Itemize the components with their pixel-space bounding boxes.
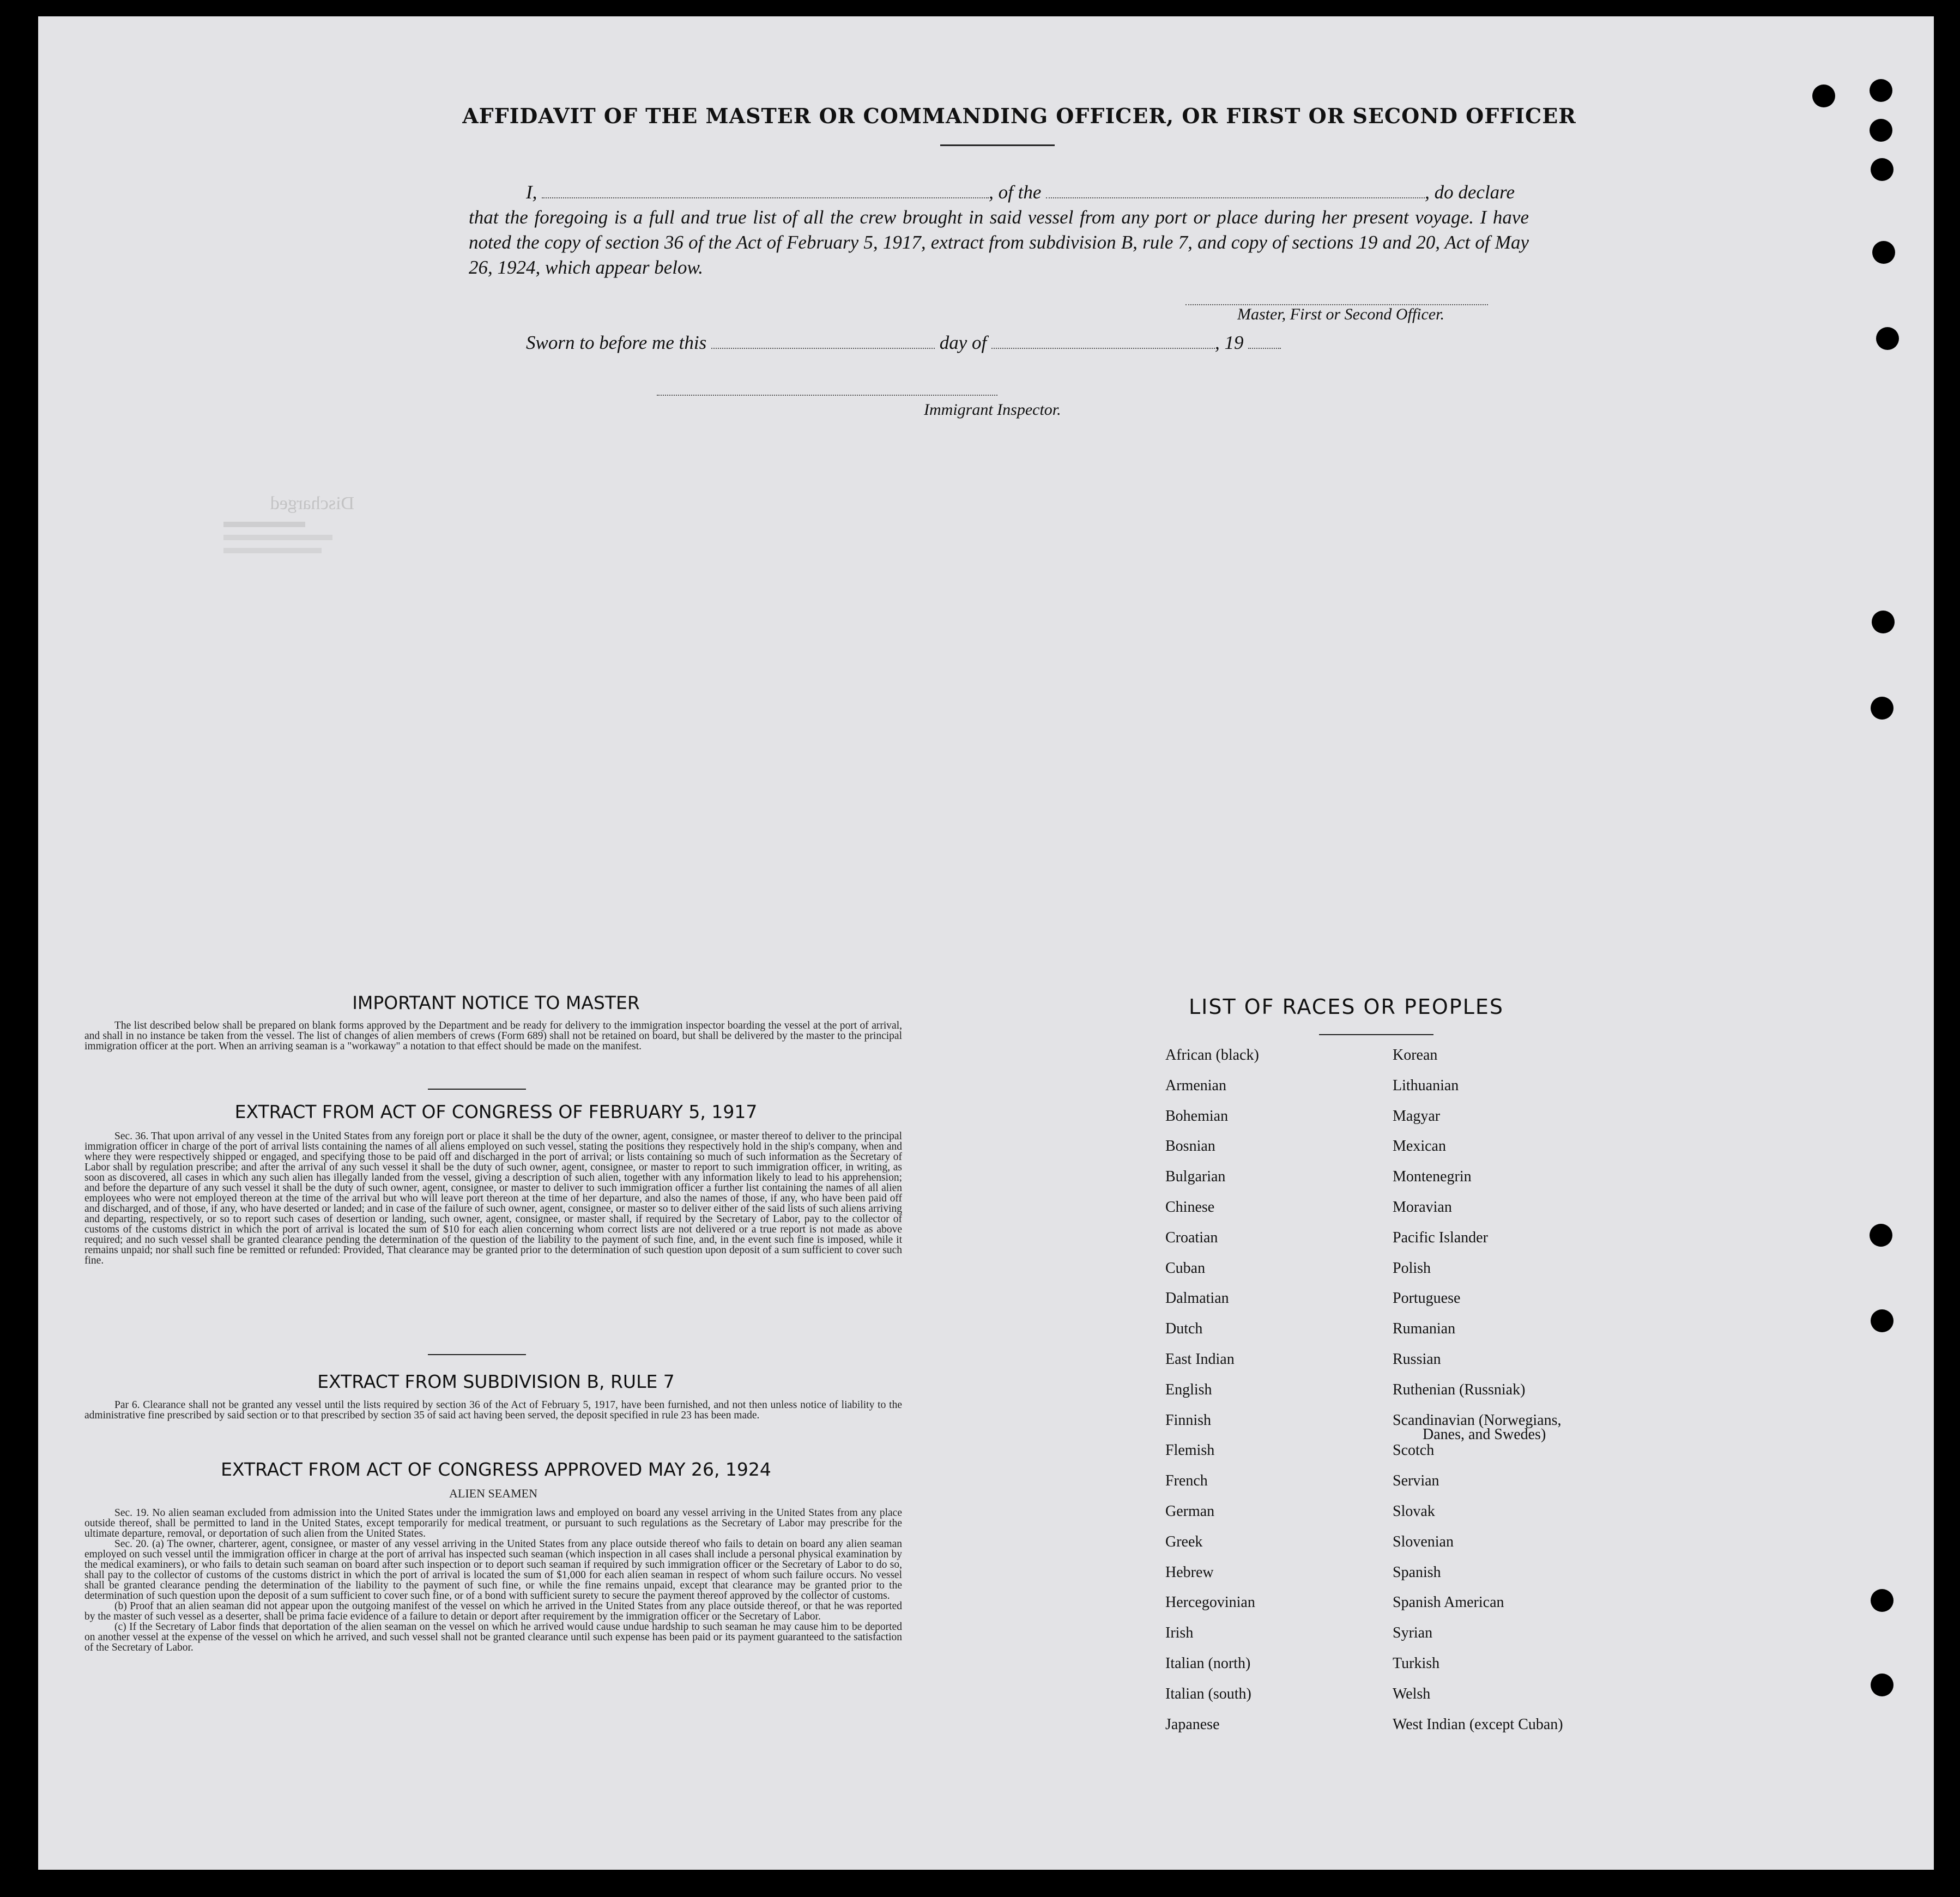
sworn-day-field[interactable] <box>711 334 935 349</box>
race-item: Syrian <box>1393 1624 1433 1642</box>
title-underline <box>940 144 1055 146</box>
affidavit-title: AFFIDAVIT OF THE MASTER OR COMMANDING OFFICER, OR FIRST OR SECOND OFFICER <box>462 104 1576 128</box>
binder-hole <box>1876 327 1899 350</box>
race-item: Korean <box>1393 1047 1438 1064</box>
race-item: Chinese <box>1165 1198 1215 1216</box>
binder-hole <box>1871 158 1894 181</box>
races-title-underline <box>1319 1034 1433 1035</box>
race-item: Montenegrin <box>1393 1168 1472 1186</box>
binder-hole <box>1871 697 1894 720</box>
race-item: Moravian <box>1393 1198 1452 1216</box>
race-item: Slovenian <box>1393 1533 1454 1550</box>
binder-hole <box>1870 79 1892 102</box>
vessel-field[interactable] <box>1046 183 1425 198</box>
races-column-1 <box>1165 1047 1259 1746</box>
race-item: Japanese <box>1165 1715 1220 1733</box>
binder-hole <box>1871 1674 1894 1696</box>
extract-rule7-text: Par 6. Clearance shall not be granted any vessel until the lists required by section 36 of the Act of February 5, 1917, have been furnished, and not then unless notice of liability to the administrative fine prescribed by said section or to that prescribed by section 35 of said act having been served, the deposit specified in rule 23 has been made. <box>84 1399 902 1421</box>
binder-hole <box>1812 84 1835 107</box>
race-item: Italian (north) <box>1165 1654 1251 1672</box>
race-item: East Indian <box>1165 1350 1235 1368</box>
race-item: Dutch <box>1165 1320 1203 1338</box>
race-item: Spanish American <box>1393 1594 1504 1611</box>
race-item: Lithuanian <box>1393 1077 1459 1094</box>
extract-1917-title: EXTRACT FROM ACT OF CONGRESS OF FEBRUARY 5, 1917 <box>234 1101 758 1122</box>
binder-hole <box>1870 1224 1892 1247</box>
race-item: Hebrew <box>1165 1563 1214 1581</box>
master-label: Master, First or Second Officer. <box>1237 305 1444 323</box>
notice-title: IMPORTANT NOTICE TO MASTER <box>352 992 640 1013</box>
race-item: Irish <box>1165 1624 1194 1642</box>
race-item: Slovak <box>1393 1502 1435 1520</box>
binder-hole <box>1871 1309 1894 1332</box>
race-item: Scotch <box>1393 1442 1435 1459</box>
race-item: Russian <box>1393 1350 1441 1368</box>
sworn-label: Sworn to before me this <box>526 332 707 353</box>
race-item: Magyar <box>1393 1107 1441 1125</box>
race-item: Greek <box>1165 1533 1203 1550</box>
race-item: Bosnian <box>1165 1138 1215 1155</box>
race-item: Finnish <box>1165 1411 1212 1429</box>
race-item: Pacific Islander <box>1393 1229 1488 1246</box>
binder-hole <box>1870 119 1892 142</box>
race-item: Croatian <box>1165 1229 1218 1246</box>
name-field[interactable] <box>542 183 989 198</box>
race-item: Ruthenian (Russniak) <box>1393 1381 1526 1398</box>
races-title: LIST OF RACES OR PEOPLES <box>1188 995 1504 1019</box>
discharged-stamp: Discharged <box>223 493 354 575</box>
race-item: African (black) <box>1165 1047 1259 1064</box>
extract-1924-title: EXTRACT FROM ACT OF CONGRESS APPROVED MAY 26, 1924 <box>221 1459 771 1480</box>
inspector-label: Immigrant Inspector. <box>924 401 1061 419</box>
divider <box>428 1354 526 1355</box>
race-item: Bohemian <box>1165 1107 1229 1125</box>
affidavit-declaration <box>469 180 1529 280</box>
extract-1924-text: Sec. 19. No alien seaman excluded from admission into the United States under the immigration laws and employed on board any vessel arriving in the United States from any place outside thereof, shall be permitted to land in the United States, except temporarily for medical treatment, or pursuant to such regulations as the Secretary of Labor may prescribe for the ultimate departure, removal, or deportation of such alien from the United States. Sec. 20. (a) The owner, charterer, agent, consignee, or master of any vessel arriving in the United States from any place outside thereof who fails to detain on board any alien seaman employed on such vessel until the immigration officer in charge at the port of arrival has inspected such seaman (which inspection in all cases shall include a personal physical examination by the medical examiners), or who fails to detain such seaman on board after such inspection or to deport such seaman if required by such immigration officer or the Secretary of Labor to do so, shall pay to the collector of customs of the customs district in which the port of arrival is located the sum of $1,000 for each alien seaman in respect of whom such failure occurs. No vessel shall be granted clearance pending the determination of the liability to the payment of such fine, or while the fine remains unpaid, except that clearance may be granted prior to the determination of such question upon the deposit of a sum sufficient to cover such fine, or of a bond with sufficient surety to secure the payment thereof approved by the collector of customs. (b) Proof that an alien seaman did not appear upon the outgoing manifest of the vessel on which he arrived in the United States from any place outside thereof, or that he was reported by the master of such vessel as a deserter, shall be prima facie evidence of a failure to detain or deport after requirement by the immigration officer or the Secretary of Labor. (c) If the Secretary of Labor finds that deportation of the alien seaman on the vessel on which he arrived would cause undue hardship to such seaman he may cause him to be deported on another vessel at the expense of the vessel on which he arrived, and such vessel shall not be granted clearance until such expense has been paid or its payment guaranteed to the satisfaction of the Secretary of Labor. <box>84 1507 902 1653</box>
race-item: Italian (south) <box>1165 1685 1251 1702</box>
race-item: Bulgarian <box>1165 1168 1226 1186</box>
race-item: Polish <box>1393 1259 1431 1277</box>
race-item: West Indian (except Cuban) <box>1393 1715 1563 1733</box>
year-label: , 19 <box>1214 332 1244 353</box>
extract-rule7-title: EXTRACT FROM SUBDIVISION B, RULE 7 <box>317 1371 675 1392</box>
race-item: Scandinavian (Norwegians, Danes, and Swedes) <box>1393 1411 1562 1443</box>
sworn-year-field[interactable] <box>1248 334 1281 349</box>
race-item: English <box>1165 1381 1212 1398</box>
race-item: Dalmatian <box>1165 1290 1229 1307</box>
races-column-2 <box>1393 1047 1563 1746</box>
divider <box>428 1089 526 1090</box>
race-item: Spanish <box>1393 1563 1441 1581</box>
master-signature-line[interactable] <box>1185 290 1488 305</box>
race-item: Welsh <box>1393 1685 1431 1702</box>
race-item: Rumanian <box>1393 1320 1456 1338</box>
notice-text: The list described below shall be prepared on blank forms approved by the Department and be ready for delivery to the immigration inspector boarding the vessel at the port of arrival, and shall in no instance be taken from the vessel. The list of changes of alien members of crews (Form 689) shall not be retained on board, but shall be delivered by the master to the principal immigration officer at the port. When an arriving seaman is a "workaway" a notation to that effect should be made on the manifest. <box>84 1020 902 1052</box>
day-of-label: day of <box>939 332 987 353</box>
race-item: Armenian <box>1165 1077 1226 1094</box>
extract-1917-text: Sec. 36. That upon arrival of any vessel in the United States from any foreign port or place it shall be the duty of the owner, agent, consignee, or master thereof to deliver to the principal immigration officer in charge of the port of arrival lists containing the names of all aliens employed on such vessel, stating the positions they respectively hold in the ship's company, when and where they were respectively shipped or engaged, and specifying those to be paid off and discharged in the port of arrival; or lists containing so much of such information as the Secretary of Labor shall by regulation prescribe; and after the arrival of any such vessel it shall be the duty of such owner, agent, consignee, or master to report to such immigration officer, in writing, as soon as discovered, all cases in which any such alien has illegally landed from the vessel, giving a description of such alien, together with any information likely to lead to his apprehension; and before the departure of any such vessel it shall be the duty of such owner, agent, consignee, or master to deliver to such immigration officer a further list containing the names of all alien employees who were not employed thereon at the time of the arrival but who will leave port thereon at the time of her departure, and also the names of those, if any, who have been paid off and discharged, and of those, if any, who have deserted or landed; and in case of the failure of such owner, agent, consignee, or master so to deliver either of the said lists of such aliens arriving and departing, respectively, or so to report such cases of desertion or landing, such owner, agent, consignee, or master shall, if required by the Secretary of Labor, pay to the collector of customs of the customs district in which the port of arrival is located the sum of $10 for each alien concerning whom correct lists are not delivered or a true report is not made as above required; and no such vessel shall be granted clearance pending the determination of the question of the liability to the payment of such fine, and, in the event such fine is imposed, while it remains unpaid; nor shall such fine be remitted or refunded: Provided, That clearance may be granted prior to the determination of such question upon deposit of a sum sufficient to cover such fine. <box>84 1131 902 1266</box>
race-item: Hercegovinian <box>1165 1594 1255 1611</box>
race-item: Servian <box>1393 1472 1439 1490</box>
race-item: Flemish <box>1165 1442 1215 1459</box>
binder-hole <box>1872 611 1895 633</box>
sworn-month-field[interactable] <box>991 334 1215 349</box>
inspector-signature-line[interactable] <box>657 380 997 396</box>
race-item-continuation: Danes, and Swedes) <box>1423 1425 1546 1443</box>
do-declare-label: , do declare <box>1425 182 1515 203</box>
race-item: German <box>1165 1502 1215 1520</box>
sworn-line <box>469 330 1529 355</box>
affidavit-body: that the foregoing is a full and true list of all the crew brought in said vessel from any port or place during her present voyage. I have noted the copy of section 36 of the Act of February 5, 1917, extract from subdivision B, rule 7, and copy of sections 19 and 20, Act of May 26, 1924, which appear below. <box>469 207 1529 278</box>
of-the-label: , of the <box>989 182 1042 203</box>
race-item: Portuguese <box>1393 1290 1461 1307</box>
i-label: I, <box>526 182 537 203</box>
binder-hole <box>1871 1589 1894 1612</box>
race-item: French <box>1165 1472 1208 1490</box>
binder-hole <box>1872 241 1895 264</box>
alien-seamen-subtitle: ALIEN SEAMEN <box>449 1487 537 1500</box>
race-item: Mexican <box>1393 1138 1446 1155</box>
race-item: Turkish <box>1393 1654 1440 1672</box>
race-item: Cuban <box>1165 1259 1206 1277</box>
